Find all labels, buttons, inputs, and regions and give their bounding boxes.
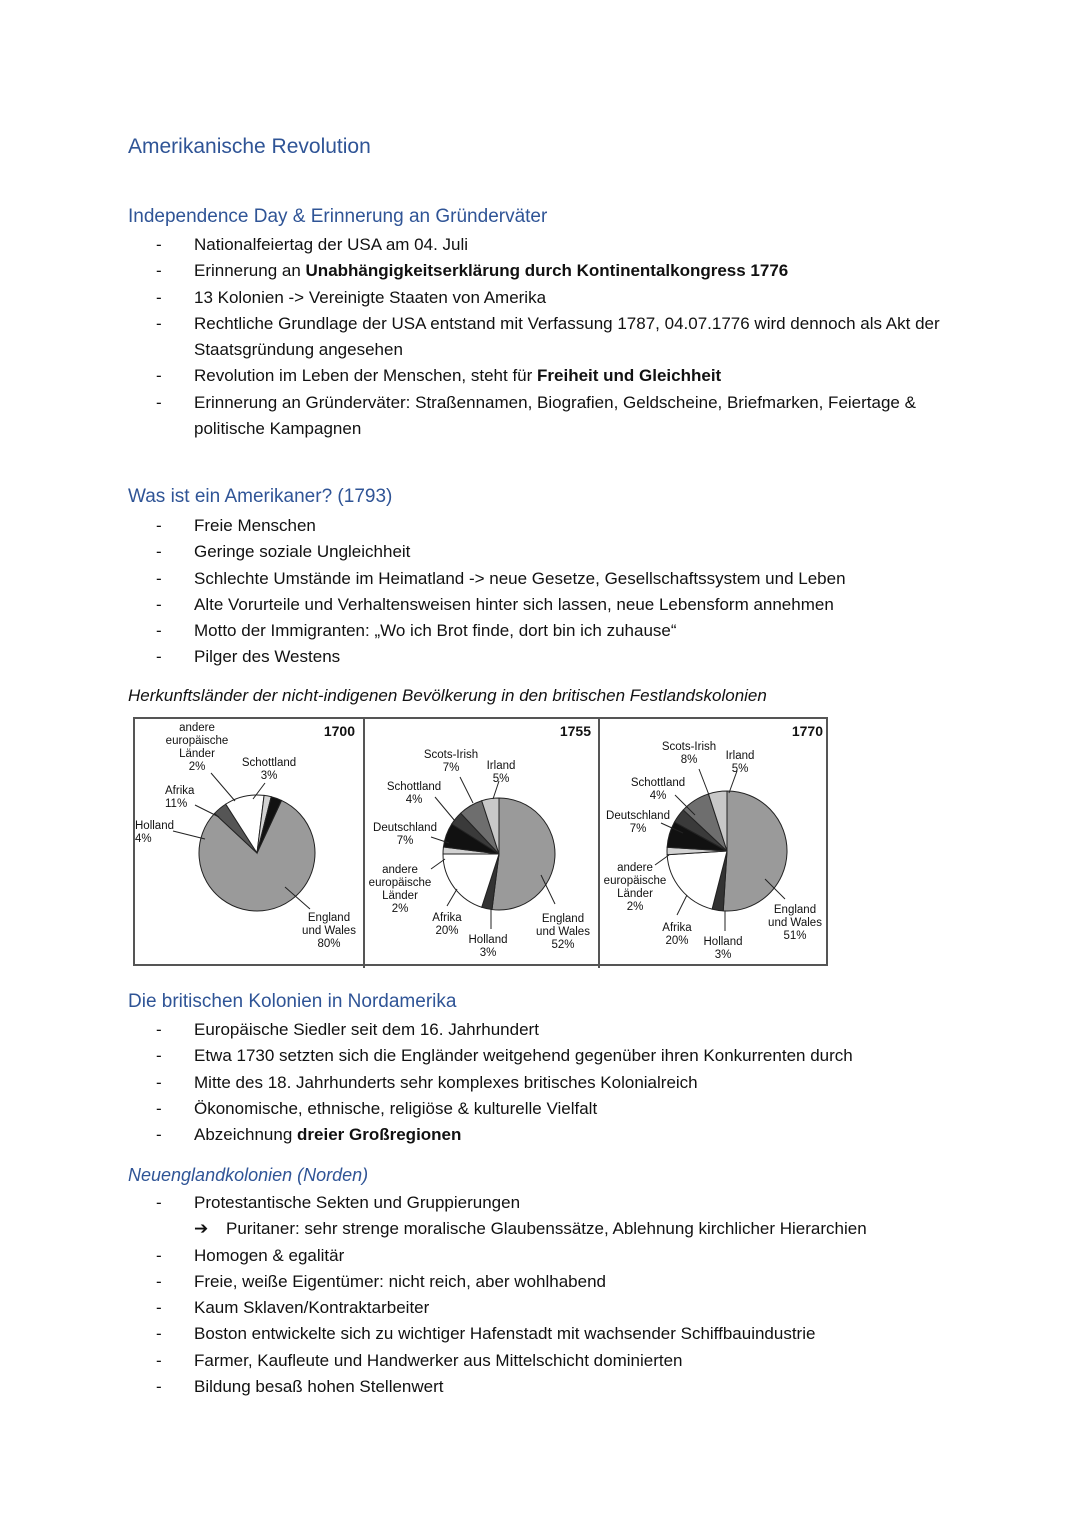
- list-item: - Revolution im Leben der Menschen, steht für Freiheit und Gleichheit: [156, 366, 722, 386]
- leader-line: [677, 895, 687, 915]
- list-britische-kolonien: [128, 1017, 968, 1148]
- heading-neuengland: Neuenglandkolonien (Norden): [128, 1165, 369, 1185]
- pie-slice-label: Schottland 4%: [630, 777, 686, 802]
- list-item: - Bildung besaß hohen Stellenwert: [156, 1377, 444, 1397]
- pie-slice-label: England und Wales 51%: [768, 904, 822, 942]
- list-item: - Pilger des Westens: [156, 647, 341, 667]
- pie-layer: [199, 791, 787, 911]
- pie-slice-label: Holland 3%: [468, 934, 508, 959]
- pie-chart-panel: [133, 717, 828, 966]
- pie-slice-label: England und Wales 80%: [302, 912, 356, 950]
- list-item: - Freie Menschen: [156, 516, 316, 535]
- list-item: - Erinnerung an Unabhängigkeitserklärung durch Kontinentalkongress 1776: [156, 261, 789, 281]
- pie-slice-label: andere europäische Länder 2%: [603, 862, 667, 913]
- list-item: - Geringe soziale Ungleichheit: [156, 542, 411, 562]
- pie-charts-svg: [135, 719, 830, 968]
- leader-line: [460, 777, 473, 803]
- pie-slice-label: England und Wales 52%: [536, 913, 590, 951]
- list-item: - Ökonomische, ethnische, religiöse & kulturelle Vielfalt: [156, 1098, 598, 1118]
- pie-slice-label: andere europäische Länder 2%: [368, 864, 432, 915]
- chart-year-title: 1755: [559, 723, 591, 739]
- list-item: - Farmer, Kaufleute und Handwerker aus Mittelschicht dominierten: [156, 1350, 683, 1370]
- pie-slice-label: andere europäische Länder 2%: [165, 722, 229, 773]
- pie-slice-label: Schottland 3%: [241, 757, 297, 782]
- list-subitem: ➔ Puritaner: sehr strenge moralische Glaubenssätze, Ablehnung kirchlicher Hierarchien: [128, 1216, 968, 1242]
- list-item: - Rechtliche Grundlage der USA entstand mit Verfassung 1787, 04.07.1776 wird dennoch als Akt der Staatsgründung angesehen: [156, 313, 940, 360]
- pie-slice-label: Scots-Irish 8%: [661, 741, 717, 766]
- arrow-right-icon: ➔: [194, 1219, 209, 1239]
- list-item: - Nationalfeiertag der USA am 04. Juli: [156, 235, 469, 254]
- pie-slice-label: Schottland 4%: [386, 781, 442, 806]
- list-item: - Motto der Immigranten: „Wo ich Brot finde, dort bin ich zuhause“: [156, 621, 677, 641]
- chart-caption: Herkunftsländer der nicht-indigenen Bevölkerung in den britischen Festlandskolonien: [128, 686, 767, 705]
- list-item: - Etwa 1730 setzten sich die Engländer weitgehend gegenüber ihren Konkurrenten durch: [156, 1046, 853, 1066]
- leader-line: [447, 889, 457, 906]
- heading-amerikaner: Was ist ein Amerikaner? (1793): [128, 486, 393, 507]
- pie-slice-label: Deutschland 7%: [606, 810, 670, 835]
- list-item: - 13 Kolonien -> Vereinigte Staaten von Amerika: [156, 287, 547, 307]
- list-item: - Alte Vorurteile und Verhaltensweisen hinter sich lassen, neue Lebensform annehmen: [156, 594, 834, 614]
- pie-slice-label: Deutschland 7%: [373, 822, 437, 847]
- list-item: - Protestantische Sekten und Gruppierungen: [156, 1193, 521, 1212]
- list-item: - Mitte des 18. Jahrhunderts sehr komplexes britisches Kolonialreich: [156, 1072, 698, 1092]
- list-item: - Freie, weiße Eigentümer: nicht reich, aber wohlhabend: [156, 1271, 606, 1291]
- chart-year-title: 1700: [323, 723, 355, 739]
- list-item: - Schlechte Umstände im Heimatland -> neue Gesetze, Gesellschaftssystem und Leben: [156, 568, 846, 588]
- leader-line: [655, 855, 669, 865]
- pie-slice-label: Afrika 20%: [432, 912, 462, 937]
- pie-slice-label: Irland 5%: [725, 750, 755, 775]
- pie-slice-label: Afrika 20%: [662, 922, 692, 947]
- pie-slice-label: Holland 4%: [135, 820, 174, 845]
- leader-line: [435, 797, 455, 821]
- leader-line: [431, 859, 445, 869]
- leader-line: [195, 805, 219, 817]
- list-item: - Kaum Sklaven/Kontraktarbeiter: [156, 1298, 430, 1318]
- heading-britische-kolonien: Die britischen Kolonien in Nordamerika: [128, 991, 457, 1012]
- chart-year-title: 1770: [791, 723, 823, 739]
- list-item: - Erinnerung an Gründerväter: Straßennamen, Biografien, Geldscheine, Briefmarken, Feiertage & politische Kampagnen: [156, 392, 916, 439]
- heading-independence-day: Independence Day & Erinnerung an Gründerväter: [128, 206, 548, 227]
- list-item: - Abzeichnung dreier Großregionen: [156, 1125, 462, 1145]
- leader-line: [699, 769, 709, 795]
- pie-slice-label: Irland 5%: [486, 760, 516, 785]
- list-item: - Boston entwickelte sich zu wichtiger Hafenstadt mit wachsender Schiffbauindustrie: [156, 1324, 816, 1344]
- pie-slice: [723, 791, 787, 911]
- page-title: Amerikanische Revolution: [128, 135, 371, 158]
- list-neuengland: [128, 1190, 968, 1400]
- pie-slice-label: Afrika 11%: [165, 785, 195, 810]
- pie-slice-label: Scots-Irish 7%: [423, 749, 479, 774]
- list-item: - Europäische Siedler seit dem 16. Jahrhundert: [156, 1020, 539, 1039]
- leader-line: [211, 773, 235, 801]
- pie-slice: [492, 798, 555, 910]
- leader-line: [173, 831, 205, 839]
- list-item: - Homogen & egalitär: [156, 1245, 345, 1265]
- list-independence-day: [128, 232, 968, 442]
- pie-slice-label: Holland 3%: [703, 936, 743, 961]
- list-amerikaner: [128, 513, 968, 671]
